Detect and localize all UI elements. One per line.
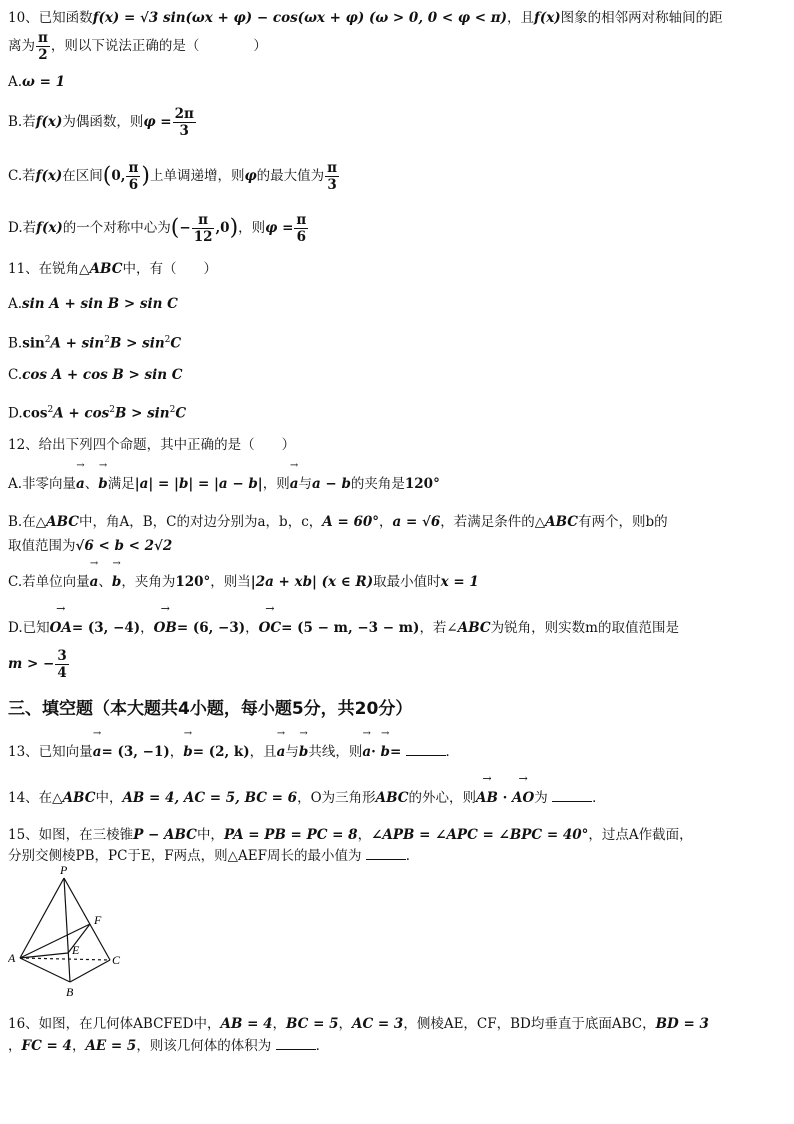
vector-a: → a <box>90 570 99 594</box>
q16-text: 16、如图，在几何体ABCFED中， <box>8 1016 221 1032</box>
vector-ao: → AO <box>512 786 534 810</box>
edge-pa <box>20 878 64 958</box>
vector-a: → a <box>290 472 299 496</box>
option-text: ，则 <box>262 476 290 492</box>
option-text: 在区间 <box>62 168 103 184</box>
q14-math: ABC <box>375 790 409 806</box>
q16-text: ， <box>272 1016 286 1032</box>
q15-math: P − ABC <box>133 827 197 843</box>
frac-den: 2 <box>38 47 48 63</box>
q14-text: 的外心，则 <box>408 790 477 806</box>
superscript: 2 <box>169 405 176 415</box>
option-math: = (6, −3) <box>176 620 246 636</box>
option-math: ω = 1 <box>22 74 66 90</box>
q15-text: ， <box>357 827 372 843</box>
option-math: ABC <box>545 514 579 530</box>
option-label: B.若 <box>8 114 36 130</box>
option-math: f(x) <box>35 114 63 130</box>
option-math: m > − <box>8 656 55 672</box>
option-text: ，若∠ <box>419 620 458 636</box>
option-text: 取值范围为 <box>8 538 76 554</box>
answer-blank[interactable] <box>276 1035 316 1050</box>
q10-b-frac <box>173 106 196 139</box>
q12-option-d-line2 <box>8 648 786 681</box>
q13-math: = (3, −1) <box>101 744 170 760</box>
frac-num: π <box>128 160 139 176</box>
option-text: 为锐角，则实数m的取值范围是 <box>490 620 679 636</box>
q11-option-a <box>8 292 786 316</box>
option-text: 有两个，则b的 <box>578 514 668 530</box>
option-label: D.已知 <box>8 620 50 636</box>
edge-pc <box>64 878 110 960</box>
q13-text: 共线，则 <box>308 744 363 760</box>
q10-text: ，且 <box>507 10 535 26</box>
option-text: ，若满足条件的△ <box>440 514 546 530</box>
frac-num: π <box>38 30 48 46</box>
q13 <box>8 740 786 764</box>
q10-text: 10、已知函数 <box>8 10 93 26</box>
q14-text: 为 <box>534 790 548 806</box>
option-label: A.非零向量 <box>8 476 77 492</box>
option-math: φ = <box>265 220 294 236</box>
q12-option-b <box>8 510 786 534</box>
option-math: B > sin <box>114 405 170 422</box>
q16-text: ，侧棱AE，CF，BD均垂直于底面ABC， <box>403 1016 656 1032</box>
vector-a: → a <box>362 740 371 764</box>
frac-num: π <box>192 212 215 229</box>
q12-option-b-line2 <box>8 534 786 558</box>
vector-b: → b <box>183 740 192 764</box>
option-math: = (5 − m, −3 − m) <box>281 620 420 636</box>
q11-option-d <box>8 398 786 426</box>
q14-text: ，O为三角形 <box>297 790 376 806</box>
frac-den: 6 <box>296 229 307 245</box>
option-math: a − b <box>311 476 351 492</box>
q15-math: ∠APB = ∠APC = ∠BPC = 40° <box>371 827 589 843</box>
option-math: |a| = |b| = |a − b| <box>134 476 263 492</box>
frac-num: π <box>296 212 307 228</box>
q16 <box>8 1012 786 1036</box>
option-math: 120° <box>404 476 440 492</box>
option-label: B. <box>8 335 23 352</box>
option-text: 的一个对称中心为 <box>62 220 171 236</box>
option-text: 取最小值时 <box>373 574 441 590</box>
option-math: f(x) <box>35 168 63 184</box>
vector-oc: → OC <box>259 616 282 640</box>
option-math: − <box>179 220 191 236</box>
q14-text: 14、在△ <box>8 790 63 806</box>
option-text: 的最大值为 <box>256 168 325 184</box>
option-text: ，夹角为 <box>121 574 176 590</box>
q12-option-c <box>8 570 786 594</box>
q16-text: ． <box>315 1038 330 1054</box>
q11-stem <box>8 257 786 281</box>
q16-text: ，则该几何体的体积为 <box>136 1038 272 1054</box>
q15-text: 分别交侧棱PB，PC于E，F两点，则△AEF周长的最小值为 <box>8 848 362 864</box>
q14-text: ． <box>592 790 606 806</box>
label-b: B <box>66 985 74 999</box>
edge-af <box>20 924 90 958</box>
q12-text: 12、给出下列四个命题，其中正确的是（ ） <box>8 437 296 453</box>
vector-a: → a <box>76 472 85 496</box>
option-math: A + sin <box>50 335 105 352</box>
paren: ) <box>229 215 239 241</box>
q10-c-frac <box>126 160 140 193</box>
vector-oa: → OA <box>50 616 72 640</box>
q10-option-b <box>8 106 786 139</box>
q15-text: 中， <box>196 827 224 843</box>
option-text: 、 <box>98 574 112 590</box>
q14-text: 中， <box>95 790 123 806</box>
option-math: sin <box>22 335 45 352</box>
q16-math: AE = 5 <box>85 1038 137 1054</box>
option-text: ，则当 <box>210 574 251 590</box>
option-math: = (3, −4) <box>71 620 141 636</box>
q16-line2 <box>8 1034 786 1058</box>
option-label: C.若单位向量 <box>8 574 90 590</box>
frac-num: 2π <box>174 106 194 122</box>
option-text: 、 <box>84 476 99 492</box>
frac-den: 4 <box>57 665 67 681</box>
frac-den: 12 <box>193 229 213 245</box>
vector-b: → b <box>380 740 389 764</box>
option-math: cos A + cos B > sin C <box>22 367 183 383</box>
frac-num: π <box>327 160 338 176</box>
frac-den: 3 <box>327 177 337 193</box>
q11-option-b <box>8 328 786 356</box>
option-math: |2a + xb| (x ∈ R) <box>250 574 374 590</box>
q16-math: FC = 4 <box>21 1038 72 1054</box>
option-label: D. <box>8 405 23 422</box>
q12-stem <box>8 433 786 457</box>
label-c: C <box>112 953 121 967</box>
q15-text: ，过点A作截面， <box>588 827 693 843</box>
option-math: A + cos <box>53 405 110 422</box>
edge-bc <box>70 960 110 982</box>
q10-frac <box>36 30 50 63</box>
q10-stem-line2 <box>8 30 786 63</box>
option-text: 与 <box>298 476 312 492</box>
option-math: 120° <box>175 574 211 590</box>
q10-text: 离为 <box>8 38 35 54</box>
label-f: F <box>94 913 102 927</box>
option-math: B > sin <box>109 335 165 352</box>
vector-b: → b <box>299 740 308 764</box>
option-math: a = √6 <box>392 514 441 530</box>
q15-text: 15、如图，在三棱锥 <box>8 827 134 843</box>
option-math: 0, <box>111 168 126 184</box>
q16-text: ， <box>71 1038 86 1054</box>
option-label: B.在△ <box>8 514 47 530</box>
q16-math: BC = 5 <box>285 1016 339 1032</box>
q10-stem <box>8 6 786 30</box>
vector-a: → a <box>277 740 286 764</box>
q13-math: = <box>389 744 402 760</box>
option-math: √6 < b < 2√2 <box>75 538 173 554</box>
q10-text: 图象的相邻两对称轴间的距 <box>560 10 723 26</box>
q10-option-c <box>8 160 786 193</box>
q12-option-a <box>8 472 786 496</box>
edge-ab <box>20 958 70 982</box>
option-text: 中，角A，B，C的对边分别为a，b，c， <box>79 514 323 530</box>
section-title: 三、填空题（本大题共4小题，每小题5分，共20分） <box>8 699 413 719</box>
vector-a: → a <box>93 740 102 764</box>
q11-option-c <box>8 363 786 387</box>
q12-d-frac <box>55 648 68 681</box>
option-math: cos <box>22 405 48 422</box>
q10-fx: f(x) <box>534 10 561 26</box>
paren: ) <box>141 163 150 189</box>
vector-b: → b <box>112 570 121 594</box>
option-math: ABC <box>457 620 491 636</box>
q13-math: · <box>371 744 381 760</box>
vector-ab: → AB <box>476 786 498 810</box>
edge-pb <box>64 878 70 982</box>
option-text: ，则 <box>238 220 266 236</box>
option-text: 为偶函数，则 <box>62 114 144 130</box>
edge-ae <box>20 953 68 958</box>
q16-math: AB = 4 <box>220 1016 273 1032</box>
q16-text: ， <box>8 1038 22 1054</box>
label-e: E <box>72 943 80 957</box>
q10-function: f(x) = √3 sin(ωx + φ) − cos(ωx + φ) (ω > 0, 0 < φ < π) <box>92 10 508 26</box>
option-math: C <box>170 335 182 352</box>
option-math: ABC <box>46 514 79 530</box>
option-label: A. <box>8 74 23 90</box>
option-math: C <box>175 405 187 422</box>
q10-option-d <box>8 212 786 245</box>
answer-blank[interactable] <box>366 845 406 860</box>
q11-math: ABC <box>89 261 123 277</box>
answer-blank[interactable] <box>406 741 446 756</box>
option-math: A = 60° <box>322 514 379 530</box>
q16-math: AC = 3 <box>352 1016 404 1032</box>
option-math: x = 1 <box>440 574 479 590</box>
q10-c-frac2 <box>325 160 339 193</box>
option-math: ,0 <box>215 220 230 236</box>
option-text: 的夹角是 <box>350 476 405 492</box>
option-text: 满足 <box>107 476 135 492</box>
q13-text: ． <box>445 744 460 760</box>
option-text: ， <box>379 514 393 530</box>
vector-b: → b <box>98 472 107 496</box>
superscript: 2 <box>47 405 54 415</box>
q10-d-frac2 <box>294 212 308 245</box>
frac-den: 6 <box>128 177 139 193</box>
q13-text: 与 <box>285 744 299 760</box>
answer-blank[interactable] <box>552 787 592 802</box>
q13-text: ， <box>169 744 184 760</box>
q13-text: ，且 <box>249 744 277 760</box>
option-text: 上单调递增，则 <box>149 168 245 184</box>
q14 <box>8 786 786 810</box>
q10-option-a <box>8 70 786 94</box>
option-math: sin A + sin B > sin C <box>22 296 178 312</box>
option-text: ， <box>140 620 154 636</box>
option-label: A. <box>8 296 23 312</box>
option-label: D.若 <box>8 220 37 236</box>
label-a: A <box>8 951 16 965</box>
option-label: C.若 <box>8 168 36 184</box>
tetrahedron-figure <box>8 862 138 1002</box>
paren: ( <box>102 163 112 189</box>
label-p: P <box>60 863 68 877</box>
q10-d-frac <box>192 212 215 245</box>
q11-text: 中，有（ ） <box>122 261 217 277</box>
option-math: φ = <box>143 114 172 130</box>
option-label: C. <box>8 367 23 383</box>
q14-math: · <box>497 790 513 806</box>
q14-math: ABC <box>62 790 96 806</box>
option-text: ， <box>245 620 259 636</box>
q13-text: 13、已知向量 <box>8 744 93 760</box>
option-math: f(x) <box>36 220 63 236</box>
edge-ac-hidden <box>20 958 110 960</box>
q12-option-d <box>8 616 786 640</box>
frac-num: 3 <box>57 648 67 664</box>
paren: ( <box>170 215 180 241</box>
q16-text: ， <box>338 1016 352 1032</box>
q15-math: PA = PB = PC = 8 <box>223 827 358 843</box>
q11-text: 11、在锐角△ <box>8 261 90 277</box>
superscript: 2 <box>109 405 115 415</box>
q16-math: BD = 3 <box>655 1016 709 1032</box>
q13-math: = (2, k) <box>192 744 250 760</box>
q15-text: ． <box>405 848 420 864</box>
q14-math: AB = 4, AC = 5, BC = 6 <box>122 790 298 806</box>
q10-text: ，则以下说法正确的是（ ） <box>50 38 267 54</box>
frac-den: 3 <box>179 123 189 139</box>
option-math: φ <box>244 168 257 184</box>
vector-ob: → OB <box>154 616 177 640</box>
superscript: 2 <box>164 335 171 345</box>
superscript: 2 <box>44 335 51 345</box>
superscript: 2 <box>104 335 110 345</box>
